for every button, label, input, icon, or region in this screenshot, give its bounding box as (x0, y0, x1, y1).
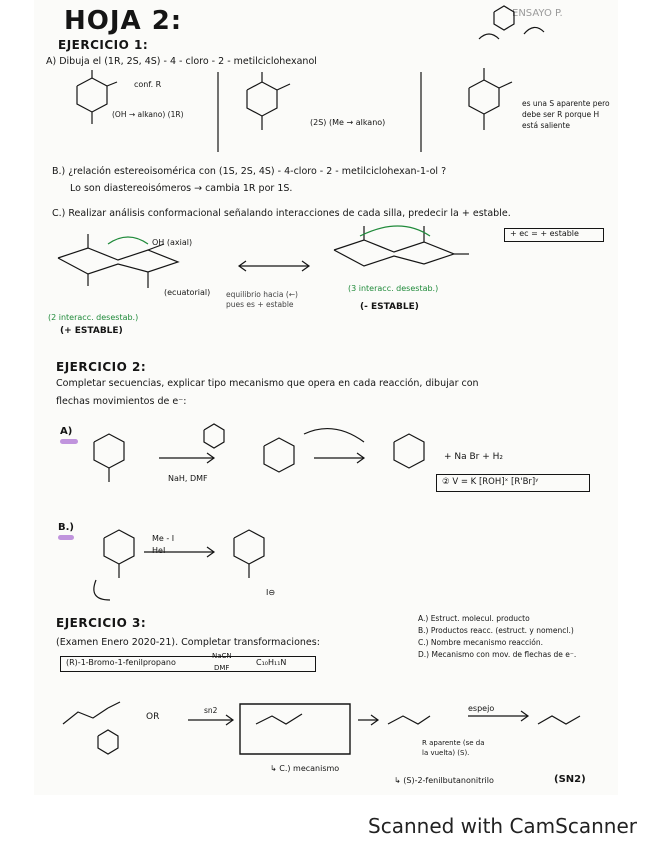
reagent-b1: Me - I (152, 534, 175, 543)
config-note: R aparente (se da la vuelta) (S). (422, 739, 485, 757)
ej3-list-d: D.) Mecanismo con mov. de flechas de e⁻. (418, 650, 577, 659)
reagent-b2: HeI (152, 546, 166, 555)
ej2-b-label: B.) (58, 522, 74, 533)
ej3-list-b: B.) Productos reacc. (estruct. y nomencl.) (418, 626, 574, 635)
ej2-instructions-2: flechas movimientos de e⁻: (56, 396, 187, 407)
rate-law: ② V = K [ROH]ˣ [R'Br]ʸ (442, 477, 539, 487)
or-label: OR (146, 712, 160, 722)
s-note: (2S) (Me → alkano) (310, 118, 386, 127)
divider-2 (419, 72, 423, 152)
conf-note: conf. R (134, 80, 162, 89)
corner-sketch (474, 4, 564, 54)
scanned-page (34, 0, 618, 795)
ej3-exam-line: (Examen Enero 2020-21). Completar transformaciones: (56, 637, 320, 648)
reagent-top: NaCN (212, 652, 232, 660)
ejercicio-2-heading: EJERCICIO 2: (56, 360, 147, 374)
right-estable: (- ESTABLE) (360, 302, 419, 312)
iodide: I⊖ (266, 588, 276, 597)
equilibrium-arrows (234, 258, 314, 288)
sn2-box: (SN2) (554, 774, 586, 785)
highlight-b (58, 535, 74, 540)
ej3-mechanism-scheme (58, 694, 578, 774)
reaction-a-scheme (74, 420, 434, 500)
sn2-note: sn2 (204, 706, 218, 715)
reaction-name: (R)-1-Bromo-1-fenilpropano (66, 658, 176, 667)
oh-note: (OH → alkano) (1R) (112, 110, 184, 119)
structure-cyclohexane-1 (62, 68, 122, 138)
product-formula: C₁₀H₁₁N (256, 658, 287, 667)
product-name: ↳ (S)-2-fenilbutanonitrilo (394, 776, 494, 785)
ej1-part-b-answer: Lo son diastereoisómeros → cambia 1R por 1S. (70, 183, 293, 194)
ej3-list-a: A.) Estruct. molecul. producto (418, 614, 530, 623)
chair-conformation-right (324, 220, 474, 290)
camscanner-watermark: Scanned with CamScanner (368, 814, 637, 838)
axial-label: OH (axial) (152, 238, 193, 247)
right-interacc: (3 interacc. desestab.) (348, 284, 439, 293)
left-interacc: (2 interacc. desestab.) (48, 313, 139, 322)
ejercicio-1-heading: EJERCICIO 1: (58, 38, 149, 52)
reaction-b-scheme (74, 514, 334, 604)
ej2-a-label: A) (60, 426, 73, 437)
ej2-instructions-1: Completar secuencias, explicar tipo mecanismo que opera en cada reacción, dibujar con (56, 378, 479, 389)
ej1-part-a: A) Dibuja el (1R, 2S, 4S) - 4 - cloro - 2 - metilciclohexanol (46, 56, 317, 67)
left-estable: (+ ESTABLE) (60, 326, 123, 336)
ej1-part-c: C.) Realizar análisis conformacional señalando interacciones de cada silla, predecir la + estable. (52, 208, 511, 219)
structure-cyclohexane-3 (454, 64, 524, 154)
ej3-list-c: C.) Nombre mecanismo reacción. (418, 638, 543, 647)
page-title: HOJA 2: (64, 6, 183, 36)
reagent-bottom: DMF (214, 664, 230, 672)
alt-note: es una S aparente pero debe ser R porque H está saliente (522, 99, 610, 130)
structure-cyclohexane-2 (232, 68, 302, 148)
ej1-part-b: B.) ¿relación estereoisomérica con (1S, 2S, 4S) - 4-cloro - 2 - metilciclohexan-1-ol ? (52, 166, 447, 177)
box-note: + ec = + estable (510, 229, 579, 238)
products-a: + Na Br + H₂ (444, 452, 504, 462)
espejo-label: espejo (468, 704, 495, 713)
corner-mark: ENSAYO P. (512, 8, 563, 19)
equilibrio-note: equilibrio hacia (←) pues es + estable (226, 290, 298, 309)
reagents-a: NaH, DMF (168, 474, 208, 483)
ejercicio-3-heading: EJERCICIO 3: (56, 616, 147, 630)
mech-note: ↳ C.) mecanismo (270, 764, 340, 773)
ecuatorial-label: (ecuatorial) (164, 288, 211, 297)
divider-1 (216, 72, 220, 152)
